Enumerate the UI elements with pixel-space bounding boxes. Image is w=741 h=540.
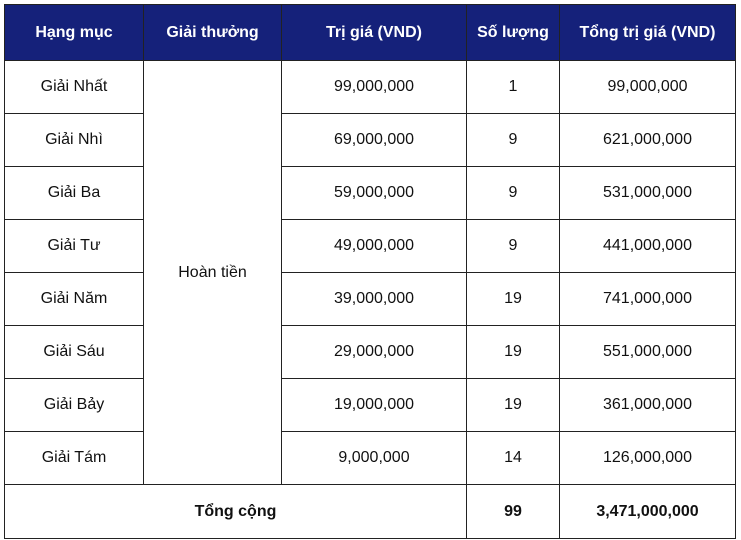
award-type-cell: Hoàn tiền	[144, 61, 282, 485]
header-total: Tổng trị giá (VND)	[560, 5, 736, 61]
quantity-cell: 19	[467, 273, 560, 326]
value-cell: 19,000,000	[282, 379, 467, 432]
table-row	[5, 220, 736, 273]
total-cell: 441,000,000	[560, 220, 736, 273]
table-row	[5, 167, 736, 220]
category-cell: Giải Nhất	[5, 61, 144, 114]
category-cell: Giải Tư	[5, 220, 144, 273]
category-cell: Giải Bảy	[5, 379, 144, 432]
quantity-cell: 9	[467, 167, 560, 220]
header-category: Hạng mục	[5, 5, 144, 61]
table-row	[5, 273, 736, 326]
quantity-cell: 19	[467, 379, 560, 432]
prize-table	[4, 4, 736, 539]
total-cell: 551,000,000	[560, 326, 736, 379]
total-row	[5, 485, 736, 539]
category-cell: Giải Sáu	[5, 326, 144, 379]
value-cell: 9,000,000	[282, 432, 467, 485]
table-row	[5, 114, 736, 167]
table-row	[5, 432, 736, 485]
table-row	[5, 326, 736, 379]
value-cell: 99,000,000	[282, 61, 467, 114]
category-cell: Giải Năm	[5, 273, 144, 326]
total-quantity: 99	[467, 485, 560, 539]
table-row	[5, 379, 736, 432]
total-cell: 621,000,000	[560, 114, 736, 167]
category-cell: Giải Nhì	[5, 114, 144, 167]
total-cell: 361,000,000	[560, 379, 736, 432]
total-cell: 531,000,000	[560, 167, 736, 220]
total-cell: 741,000,000	[560, 273, 736, 326]
category-cell: Giải Ba	[5, 167, 144, 220]
header-value: Trị giá (VND)	[282, 5, 467, 61]
value-cell: 29,000,000	[282, 326, 467, 379]
quantity-cell: 19	[467, 326, 560, 379]
grand-total: 3,471,000,000	[560, 485, 736, 539]
total-label: Tổng cộng	[5, 485, 467, 539]
total-cell: 99,000,000	[560, 61, 736, 114]
quantity-cell: 14	[467, 432, 560, 485]
quantity-cell: 9	[467, 114, 560, 167]
value-cell: 69,000,000	[282, 114, 467, 167]
table-row	[5, 61, 736, 114]
quantity-cell: 9	[467, 220, 560, 273]
header-quantity: Số lượng	[467, 5, 560, 61]
value-cell: 59,000,000	[282, 167, 467, 220]
value-cell: 39,000,000	[282, 273, 467, 326]
quantity-cell: 1	[467, 61, 560, 114]
category-cell: Giải Tám	[5, 432, 144, 485]
header-row	[5, 5, 736, 61]
value-cell: 49,000,000	[282, 220, 467, 273]
header-award: Giải thưởng	[144, 5, 282, 61]
total-cell: 126,000,000	[560, 432, 736, 485]
